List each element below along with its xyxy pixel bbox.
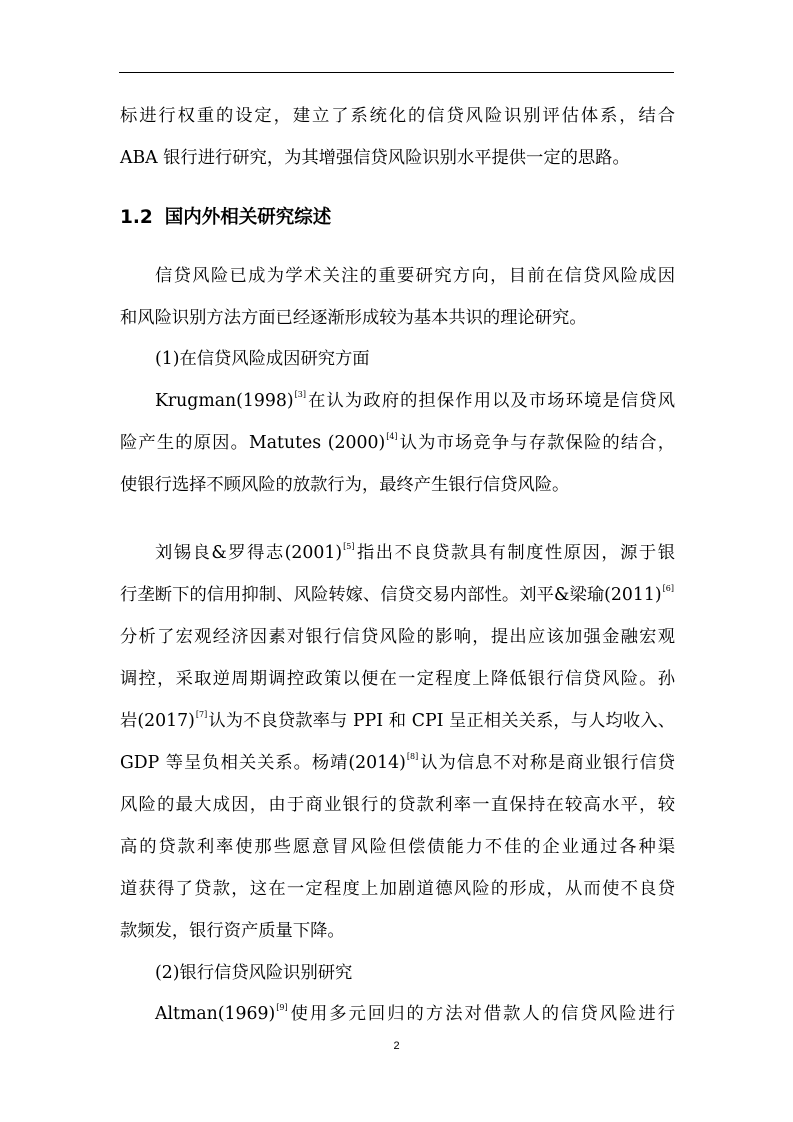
- para1-line-1: 信贷风险已成为学术关注的重要研究方向，目前在信贷风险成因: [155, 266, 675, 286]
- para3-line-10: 款频发，银行资产质量下降。: [120, 921, 345, 941]
- citation-ref: [6]: [662, 584, 674, 593]
- para3-line-1: 刘锡良&罗得志(2001)[5]指出不良贷款具有制度性原因，源于银: [155, 542, 675, 563]
- para3-line-6: GDP 等呈负相关关系。杨靖(2014)[8]认为信息不对称是商业银行信贷: [120, 752, 675, 773]
- section-title: 国内外相关研究综述: [164, 207, 332, 228]
- para2-line-2: 险产生的原因。Matutes (2000)[4]认为市场竞争与存款保险的结合，: [120, 432, 675, 453]
- para3-line-4: 调控，采取逆周期调控政策以便在一定程度上降低银行信贷风险。孙: [120, 669, 675, 689]
- section-heading: [120, 202, 331, 234]
- citation-ref: [7]: [195, 710, 208, 719]
- header-rule: [119, 72, 674, 73]
- page-number: 2: [393, 1040, 400, 1052]
- citation-ref: [4]: [386, 432, 398, 441]
- subsection-1-heading: (1)在信贷风险成因研究方面: [155, 349, 370, 369]
- section-number: 1.2: [120, 207, 153, 228]
- intro-line-1: 标进行权重的设定，建立了系统化的信贷风险识别评估体系，结合: [120, 106, 675, 126]
- para4-line-1: Altman(1969)[9]使用多元回归的方法对借款人的信贷风险进行: [155, 1003, 675, 1024]
- para3-line-2: 行垄断下的信用抑制、风险转嫁、信贷交易内部性。刘平&梁瑜(2011)[6]: [120, 584, 674, 605]
- para3-line-7: 风险的最大成因，由于商业银行的贷款利率一直保持在较高水平，较: [120, 795, 675, 815]
- subsection-2-heading: (2)银行信贷风险识别研究: [155, 963, 353, 983]
- para2-line-1: Krugman(1998)[3]在认为政府的担保作用以及市场环境是信贷风: [155, 390, 675, 411]
- citation-ref: [8]: [406, 752, 419, 761]
- para3-line-3: 分析了宏观经济因素对银行信贷风险的影响，提出应该加强金融宏观: [120, 627, 675, 647]
- para2-line-3: 使银行选择不顾风险的放款行为，最终产生银行信贷风险。: [120, 475, 570, 495]
- para3-line-8: 高的贷款利率使那些愿意冒风险但偿债能力不佳的企业通过各种渠: [120, 837, 675, 857]
- para3-line-9: 道获得了贷款，这在一定程度上加剧道德风险的形成，从而使不良贷: [120, 879, 675, 899]
- citation-ref: [5]: [343, 542, 355, 551]
- citation-ref: [3]: [294, 390, 306, 399]
- para3-line-5: 岩(2017)[7]认为不良贷款率与 PPI 和 CPI 呈正相关关系，与人均收入、: [120, 710, 675, 731]
- intro-line-2: ABA 银行进行研究，为其增强信贷风险识别水平提供一定的思路。: [120, 148, 630, 168]
- para1-line-2: 和风险识别方法方面已经逐渐形成较为基本共识的理论研究。: [120, 308, 587, 328]
- citation-ref: [9]: [276, 1003, 288, 1012]
